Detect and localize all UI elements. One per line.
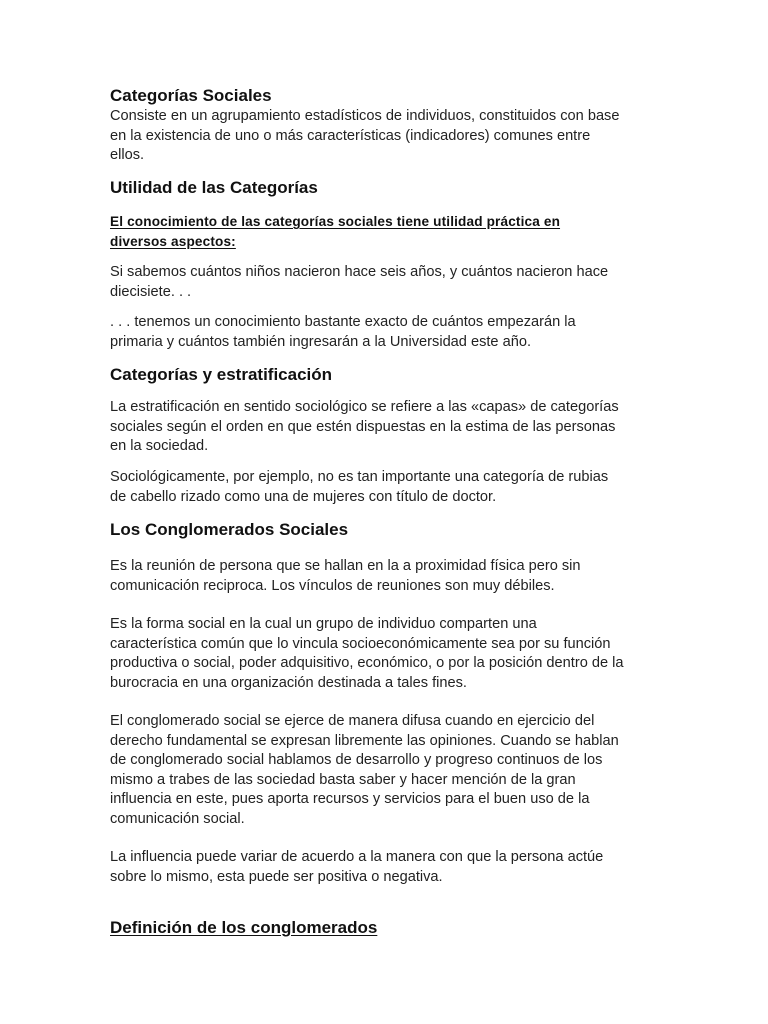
heading-categorias-estratificacion: Categorías y estratificación bbox=[110, 365, 333, 384]
paragraph-forma-social: Es la forma social en la cual un grupo de individuo comparten una característica común que lo vincula socioeconómicamente sea por su función productiva o social, poder adquisitivo, económico, o por la posición dentro de la burocracia en una organización destinada a tales fines. bbox=[110, 616, 624, 691]
heading-conglomerados-sociales: Los Conglomerados Sociales bbox=[110, 520, 349, 539]
paragraph-conglomerado-difuso: El conglomerado social se ejerce de manera difusa cuando en ejercicio del derecho fundamental se expresan libremente las opiniones. Cuando se hablan de conglomerado social hablamos de desarrollo y progreso continuos de los mismo a trabes de las sociedad basta saber y hacer mención de la gran influencia en este, pues aporta recursos y servicios para el buen uso de la comunicación social. bbox=[110, 713, 619, 827]
paragraph-ninos-nacieron: Si sabemos cuántos niños nacieron hace seis años, y cuántos nacieron hace diecisiete. . . bbox=[110, 264, 609, 300]
heading-utilidad-categorias: Utilidad de las Categorías bbox=[110, 178, 318, 197]
paragraph-sociologicamente: Sociológicamente, por ejemplo, no es tan importante una categoría de rubias de cabello rizado como una de mujeres con título de doctor. bbox=[110, 469, 609, 505]
paragraph-influencia: La influencia puede variar de acuerdo a la manera con que la persona actúe sobre lo mismo, esta puede ser positiva o negativa. bbox=[110, 849, 604, 885]
paragraph-conocimiento-exacto: . . . tenemos un conocimiento bastante exacto de cuántos empezarán la primaria y cuántos también ingresarán a la Universidad este año. bbox=[110, 314, 576, 350]
paragraph-reunion-persona: Es la reunión de persona que se hallan en la a proximidad física pero sin comunicación reciproca. Los vínculos de reuniones son muy débiles. bbox=[110, 558, 581, 594]
paragraph-definicion-categorias: Consiste en un agrupamiento estadísticos de individuos, constituidos con base en la existencia de uno o más características (indicadores) comunes entre ellos. bbox=[110, 108, 620, 164]
heading-categorias-sociales: Categorías Sociales bbox=[110, 86, 272, 105]
paragraph-estratificacion: La estratificación en sentido sociológico se refiere a las «capas» de categorías sociales según el orden en que estén dispuestas en la estima de las personas en la sociedad. bbox=[110, 399, 619, 455]
subheading-conocimiento-categorias: El conocimiento de las categorías sociales tiene utilidad práctica en diversos aspectos: bbox=[110, 214, 561, 249]
heading-definicion-conglomerados: Definición de los conglomerados bbox=[110, 918, 378, 937]
